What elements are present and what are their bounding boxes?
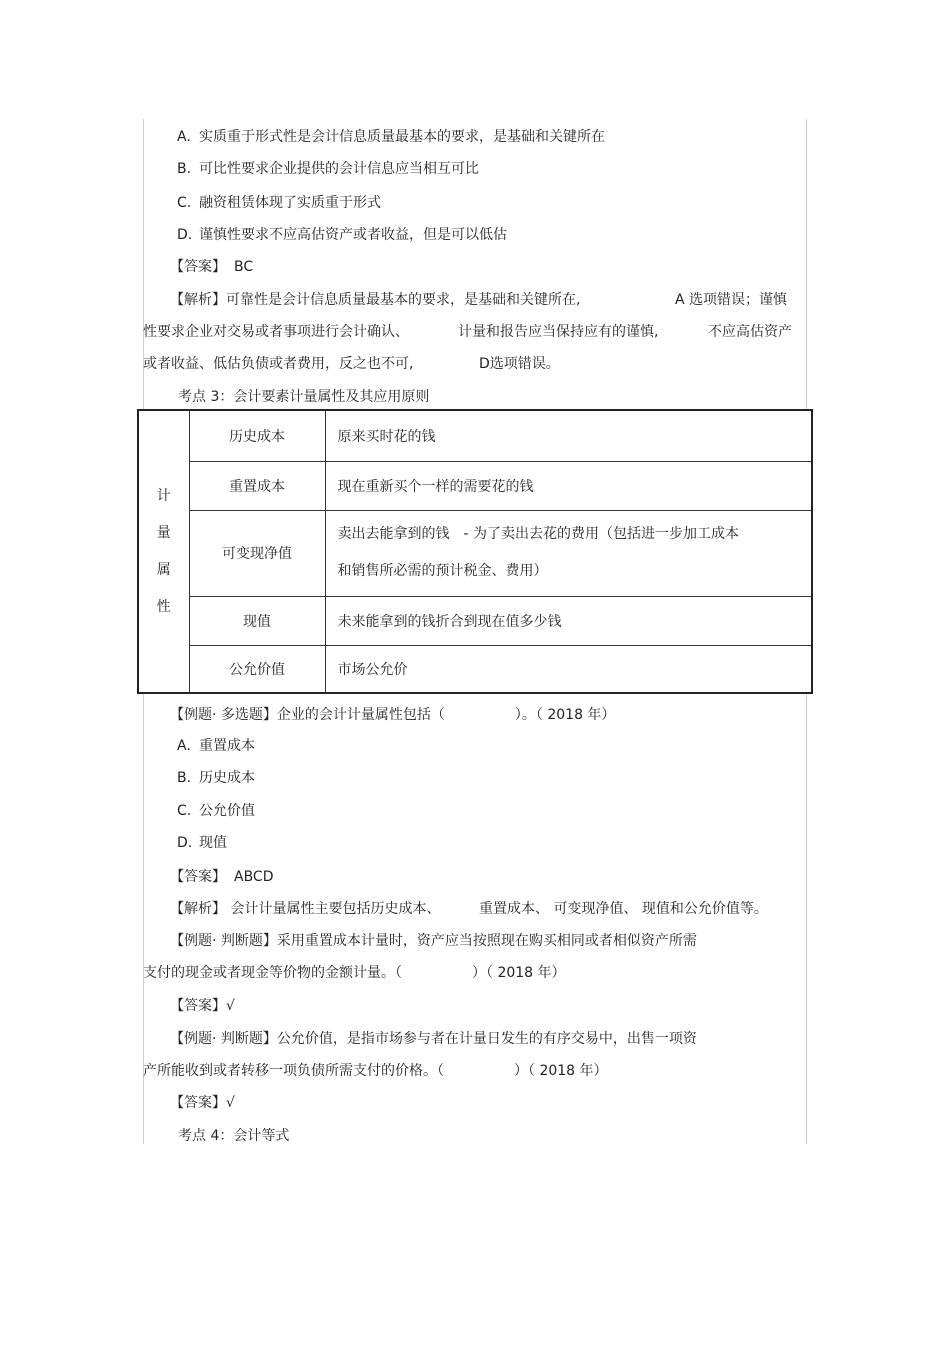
q1-analysis-line2b: 计量和报告应当保持应有的谨慎, <box>458 324 659 340</box>
q3-stem-line1: 【例题· 判断题】采用重置成本计量时，资产应当按照现在购买相同或者相似资产所需 <box>170 933 697 949</box>
q1-analysis-line1-end: A 选项错误；谨慎 <box>675 292 788 308</box>
q1-option-c: C. 融资租赁体现了实质重于形式 <box>177 195 381 211</box>
attribute-name: 公允价值 <box>189 645 325 693</box>
attribute-desc: 卖出去能拿到的钱 - 为了卖出去花的费用（包括进一步加工成本 和销售所必需的预计税金、费用） <box>325 510 812 596</box>
attribute-name: 可变现净值 <box>189 510 325 596</box>
attribute-name: 重置成本 <box>189 461 325 510</box>
topic3-heading: 考点 3：会计要素计量属性及其应用原则 <box>178 389 430 405</box>
attribute-name: 现值 <box>189 596 325 645</box>
q2-option-b: B. 历史成本 <box>177 770 255 786</box>
q3-stem-line2: 支付的现金或者现金等价物的金额计量。（ ）（ 2018 年） <box>143 965 566 981</box>
q2-stem: 【例题· 多选题】企业的会计计量属性包括（ ）。（ 2018 年） <box>170 707 616 723</box>
table-row <box>138 410 812 461</box>
table-row <box>138 510 812 596</box>
attribute-name: 历史成本 <box>189 410 325 461</box>
q1-option-b: B. 可比性要求企业提供的会计信息应当相互可比 <box>177 161 479 177</box>
table-row <box>138 596 812 645</box>
q2-option-d: D. 现值 <box>177 835 227 851</box>
table-row <box>138 645 812 693</box>
measurement-attributes-table <box>137 409 813 694</box>
q3-answer: 【答案】√ <box>170 998 235 1014</box>
q1-option-d: D. 谨慎性要求不应高估资产或者收益，但是可以低估 <box>177 227 507 243</box>
q1-analysis-line1: 【解析】可靠性是会计信息质量最基本的要求，是基础和关键所在, <box>170 292 581 308</box>
q1-analysis-line2a: 性要求企业对交易或者事项进行会计确认、 <box>143 324 409 340</box>
q1-option-a: A. 实质重于形式性是会计信息质量最基本的要求，是基础和关键所在 <box>177 129 605 145</box>
q2-option-c: C. 公允价值 <box>177 803 255 819</box>
q2-analysis-b: 重置成本、 可变现净值、 现值和公允价值等。 <box>479 901 768 917</box>
q4-answer: 【答案】√ <box>170 1095 235 1111</box>
page-frame-right <box>806 119 807 410</box>
q1-answer: 【答案】 BC <box>170 259 254 275</box>
attribute-desc: 市场公允价 <box>325 645 812 693</box>
q2-answer: 【答案】 ABCD <box>170 869 274 885</box>
page-frame-right-lower <box>806 692 807 1144</box>
q1-analysis-line3a: 或者收益、低估负债或者费用，反之也不可, <box>143 356 414 372</box>
q1-analysis-line2c: 不应高估资产 <box>708 324 792 340</box>
attribute-desc: 未来能拿到的钱折合到现在值多少钱 <box>325 596 812 645</box>
topic4-heading: 考点 4：会计等式 <box>178 1128 290 1144</box>
attribute-desc: 原来买时花的钱 <box>325 410 812 461</box>
attribute-desc: 现在重新买个一样的需要花的钱 <box>325 461 812 510</box>
category-cell: 计 量 属 性 <box>138 410 189 693</box>
q4-stem-line2: 产所能收到或者转移一项负债所需支付的价格。（ ）（ 2018 年） <box>143 1063 608 1079</box>
q4-stem-line1: 【例题· 判断题】公允价值，是指市场参与者在计量日发生的有序交易中，出售一项资 <box>170 1031 697 1047</box>
table-row <box>138 461 812 510</box>
q2-option-a: A. 重置成本 <box>177 738 255 754</box>
q1-analysis-line3b: D选项错误。 <box>479 356 560 372</box>
q2-analysis-a: 【解析】 会计计量属性主要包括历史成本、 <box>170 901 441 917</box>
